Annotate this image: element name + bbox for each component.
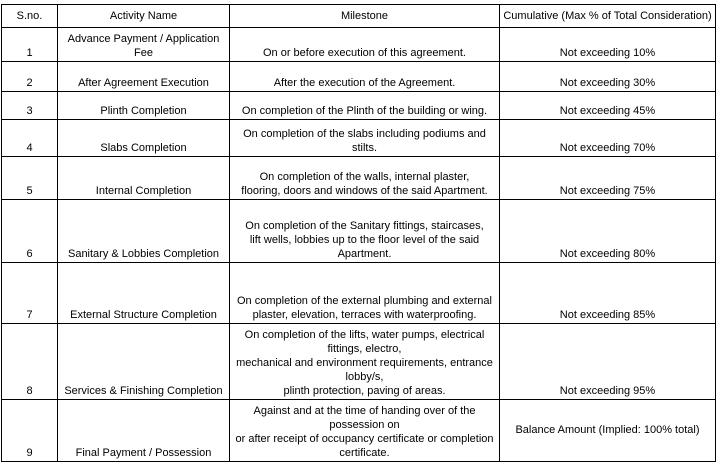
table-row	[2, 28, 716, 62]
payment-schedule-table	[1, 4, 716, 462]
activity-line: Advance Payment / Application	[67, 33, 220, 45]
cell-milestone	[230, 263, 500, 324]
table-row	[2, 400, 716, 462]
milestone-line: flooring, doors and windows of the said Apartment.	[241, 185, 488, 197]
cell-activity	[58, 28, 230, 62]
milestone-line: lift wells, lobbies up to the floor level of the said	[249, 234, 480, 246]
cell-activity	[58, 62, 230, 92]
cell-milestone	[230, 324, 500, 400]
activity-line: External Structure Completion	[70, 309, 217, 321]
milestone-line: After the execution of the Agreement.	[273, 77, 456, 89]
milestone-line: plaster, elevation, terraces with waterproofing.	[252, 309, 477, 321]
cell-activity	[58, 400, 230, 462]
cell-activity	[58, 92, 230, 120]
cell-sno: 3	[2, 92, 58, 120]
cell-sno: 5	[2, 157, 58, 200]
table-row	[2, 157, 716, 200]
milestone-line: On completion of the external plumbing and external	[237, 295, 492, 307]
table-row	[2, 200, 716, 263]
table-row	[2, 324, 716, 400]
cell-activity	[58, 200, 230, 263]
header-cumulative: Cumulative (Max % of Total Consideration)	[500, 5, 716, 28]
cell-cumulative: Balance Amount (Implied: 100% total)	[500, 400, 716, 462]
cell-sno: 4	[2, 120, 58, 157]
cell-milestone	[230, 92, 500, 120]
cell-cumulative: Not exceeding 95%	[500, 324, 716, 400]
cell-cumulative: Not exceeding 45%	[500, 92, 716, 120]
milestone-line: possession on	[329, 419, 400, 431]
activity-line: Slabs Completion	[100, 142, 187, 154]
milestone-line: On completion of the Sanitary fittings, staircases,	[245, 220, 484, 232]
milestone-line: Apartment.	[337, 248, 392, 260]
activity-line: Sanitary & Lobbies Completion	[67, 248, 220, 260]
milestone-line: On completion of the lifts, water pumps, electrical	[244, 329, 485, 341]
table-row	[2, 120, 716, 157]
cell-activity	[58, 157, 230, 200]
milestone-line: On completion of the Plinth of the building or wing.	[241, 105, 488, 117]
cell-cumulative: Not exceeding 70%	[500, 120, 716, 157]
cell-milestone	[230, 200, 500, 263]
cell-activity	[58, 263, 230, 324]
table-row	[2, 62, 716, 92]
milestone-line: mechanical and environment requirements, entrance	[236, 357, 493, 369]
cell-sno: 9	[2, 400, 58, 462]
activity-line: Fee	[134, 47, 153, 59]
header-activity-name: Activity Name	[58, 5, 230, 28]
header-milestone: Milestone	[230, 5, 500, 28]
cell-sno: 7	[2, 263, 58, 324]
cell-activity	[58, 324, 230, 400]
cell-milestone	[230, 28, 500, 62]
activity-line: After Agreement Execution	[78, 77, 209, 89]
header-sno: S.no.	[2, 5, 58, 28]
milestone-line: Against and at the time of handing over of the	[253, 405, 476, 417]
activity-line: Final Payment / Possession	[75, 447, 212, 459]
milestone-line: plinth protection, paving of areas.	[283, 385, 446, 397]
cell-sno: 2	[2, 62, 58, 92]
milestone-line: certificate.	[339, 447, 390, 459]
table-row	[2, 92, 716, 120]
cell-milestone	[230, 400, 500, 462]
cell-cumulative: Not exceeding 80%	[500, 200, 716, 263]
cell-sno: 1	[2, 28, 58, 62]
cell-cumulative: Not exceeding 10%	[500, 28, 716, 62]
cell-cumulative: Not exceeding 30%	[500, 62, 716, 92]
cell-milestone	[230, 157, 500, 200]
milestone-line: or after receipt of occupancy certificate or completion	[235, 433, 494, 445]
cell-sno: 8	[2, 324, 58, 400]
cell-cumulative: Not exceeding 85%	[500, 263, 716, 324]
activity-line: Plinth Completion	[100, 105, 187, 117]
cell-activity	[58, 120, 230, 157]
header-row	[2, 5, 716, 28]
cell-sno: 6	[2, 200, 58, 263]
milestone-line: fittings, electro,	[327, 343, 402, 355]
milestone-line: On completion of the walls, internal plaster,	[259, 171, 470, 183]
milestone-line: On or before execution of this agreement.	[262, 47, 466, 59]
milestone-line: lobby/s,	[345, 371, 384, 383]
cell-milestone	[230, 62, 500, 92]
milestone-line: On completion of the slabs including podiums and stilts.	[243, 128, 486, 154]
activity-line: Services & Finishing Completion	[64, 385, 223, 397]
cell-milestone	[230, 120, 500, 157]
activity-line: Internal Completion	[95, 185, 192, 197]
table-row	[2, 263, 716, 324]
cell-cumulative: Not exceeding 75%	[500, 157, 716, 200]
